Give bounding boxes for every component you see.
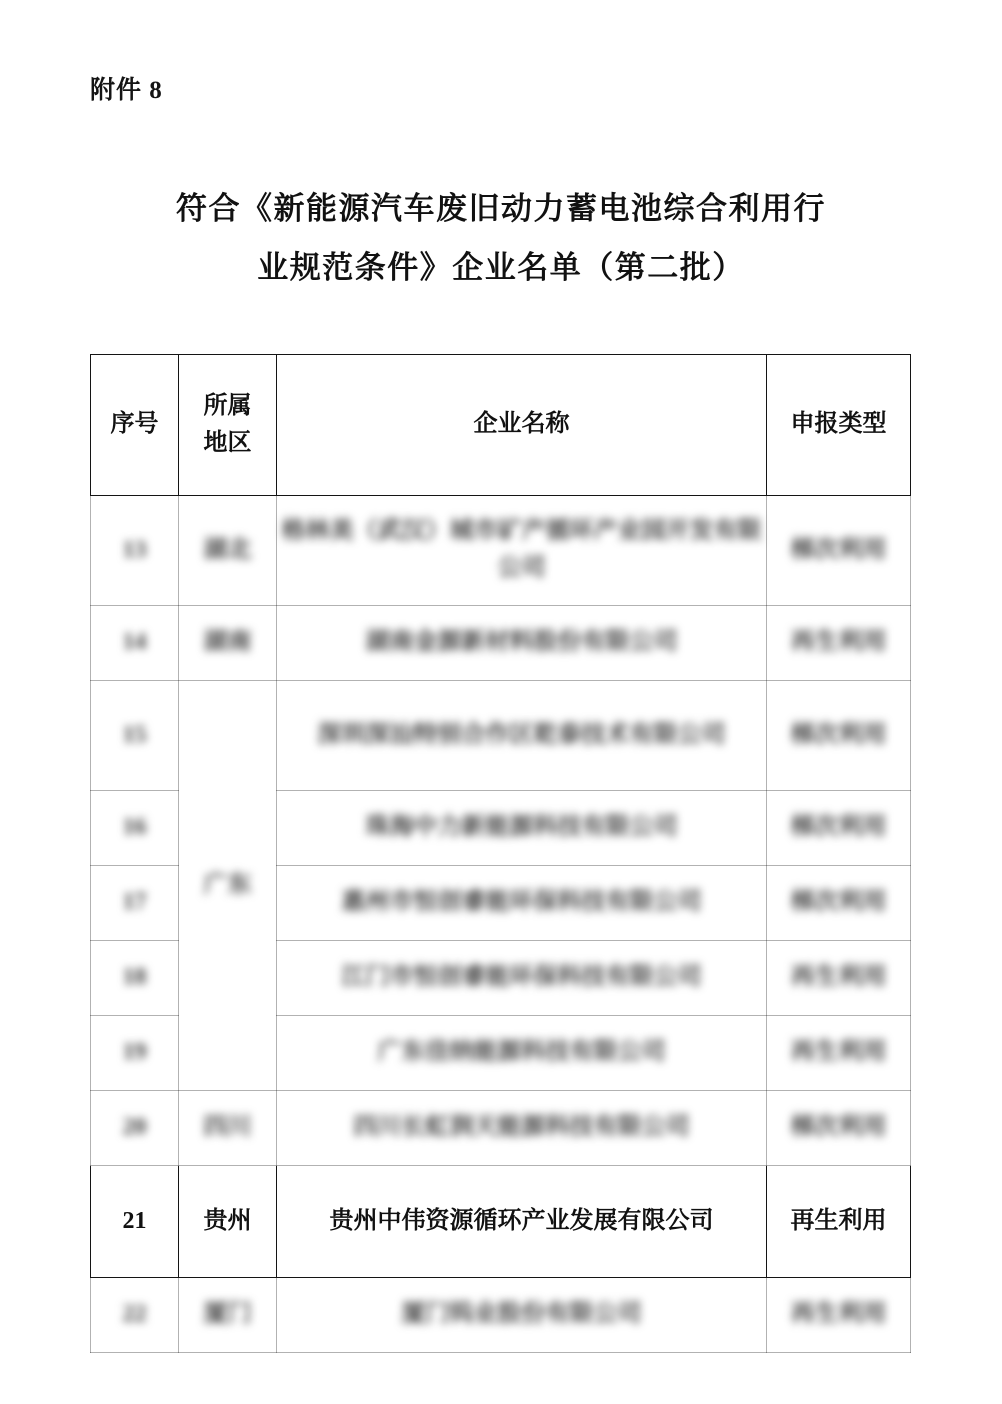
- page-title: [90, 180, 912, 298]
- cell-region: 湖南: [179, 605, 277, 680]
- cell-enterprise-name: 湖南金源新材料股份有限公司: [277, 605, 767, 680]
- cell-region: 贵州: [179, 1165, 277, 1277]
- cell-enterprise-name: 格林美（武汉）城市矿产循环产业园开发有限公司: [277, 495, 767, 605]
- cell-enterprise-name: 贵州中伟资源循环产业发展有限公司: [277, 1165, 767, 1277]
- cell-index: 18: [91, 940, 179, 1015]
- cell-enterprise-name: 惠州市恒创睿能环保科技有限公司: [277, 865, 767, 940]
- cell-application-type: 再生利用: [767, 1015, 911, 1090]
- cell-application-type: 再生利用: [767, 605, 911, 680]
- cell-application-type: 再生利用: [767, 940, 911, 1015]
- table-row: [91, 680, 911, 790]
- page-title-line-2: 业规范条件》企业名单（第二批）: [257, 249, 745, 285]
- table-header: [91, 354, 911, 495]
- table-header-row: [91, 354, 911, 495]
- cell-index: 17: [91, 865, 179, 940]
- cell-region: 湖北: [179, 495, 277, 605]
- table-row: [91, 1090, 911, 1165]
- cell-application-type: 梯次利用: [767, 1090, 911, 1165]
- cell-enterprise-name: 广东佳纳能源科技有限公司: [277, 1015, 767, 1090]
- cell-index: 14: [91, 605, 179, 680]
- cell-region-merged-guangdong: 广东: [179, 680, 277, 1090]
- column-header-region-line-1: 所属: [203, 392, 252, 419]
- column-header-index: 序号: [91, 354, 179, 495]
- cell-application-type: 梯次利用: [767, 865, 911, 940]
- cell-application-type: 梯次利用: [767, 680, 911, 790]
- cell-application-type: 梯次利用: [767, 790, 911, 865]
- table-body: [91, 495, 911, 1352]
- cell-enterprise-name: 四川长虹润天能源科技有限公司: [277, 1090, 767, 1165]
- enterprise-list-table: [90, 354, 911, 1353]
- table-row: [91, 605, 911, 680]
- table-row: [91, 1277, 911, 1352]
- cell-index: 19: [91, 1015, 179, 1090]
- cell-enterprise-name: 厦门钨业股份有限公司: [277, 1277, 767, 1352]
- cell-enterprise-name: 江门市恒创睿能环保科技有限公司: [277, 940, 767, 1015]
- table-row: [91, 1165, 911, 1277]
- cell-application-type: 再生利用: [767, 1277, 911, 1352]
- cell-application-type: 梯次利用: [767, 495, 911, 605]
- cell-index: 21: [91, 1165, 179, 1277]
- cell-region: 厦门: [179, 1277, 277, 1352]
- attachment-label: 附件 8: [90, 77, 163, 104]
- cell-index: 20: [91, 1090, 179, 1165]
- column-header-name: 企业名称: [277, 354, 767, 495]
- page-title-line-1: 符合《新能源汽车废旧动力蓄电池综合利用行: [176, 191, 826, 226]
- cell-application-type: 再生利用: [767, 1165, 911, 1277]
- cell-index: 22: [91, 1277, 179, 1352]
- cell-enterprise-name: 珠海中力新能源科技有限公司: [277, 790, 767, 865]
- column-header-region-line-2: 地区: [203, 429, 252, 456]
- cell-region: 四川: [179, 1090, 277, 1165]
- column-header-type: 申报类型: [767, 354, 911, 495]
- cell-index: 13: [91, 495, 179, 605]
- table-row: [91, 495, 911, 605]
- cell-enterprise-name: 深圳深汕特别合作区乾泰技术有限公司: [277, 680, 767, 790]
- column-header-region: [179, 354, 277, 495]
- cell-index: 16: [91, 790, 179, 865]
- cell-index: 15: [91, 680, 179, 790]
